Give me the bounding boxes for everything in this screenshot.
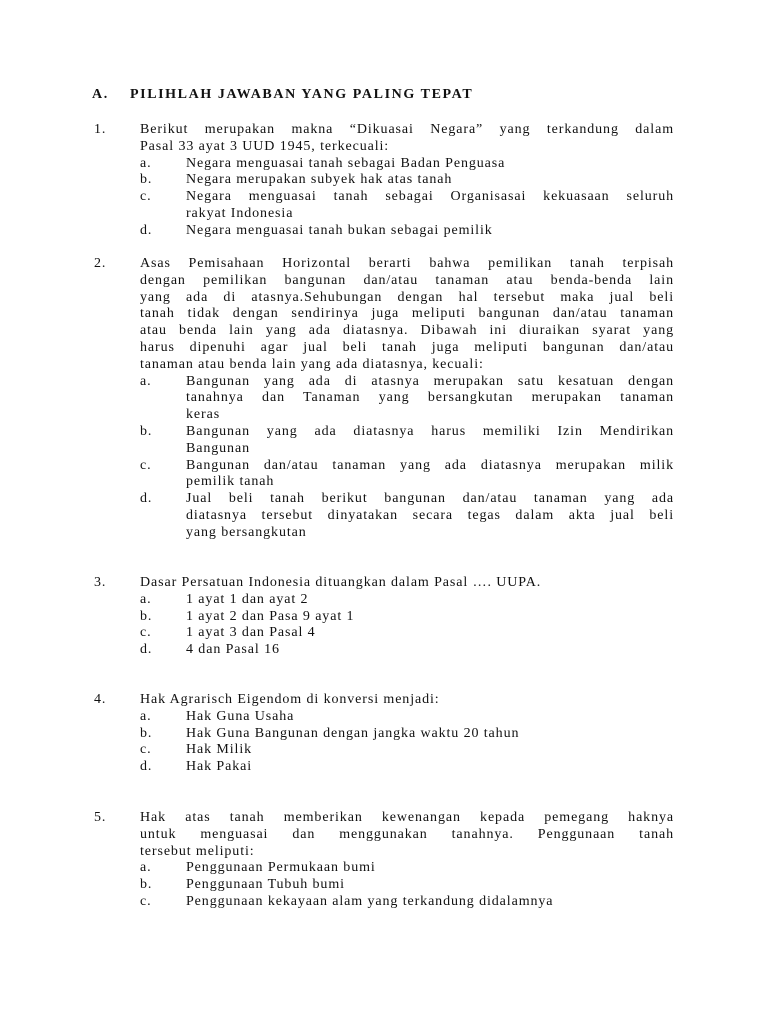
question-number: 4. (94, 692, 107, 707)
option-text (186, 491, 674, 541)
question-text (140, 256, 674, 374)
answer-option-a (140, 709, 674, 726)
option-text-line: Negara menguasai tanah bukan sebagai pemilik (186, 222, 493, 238)
option-text-line: Negara menguasai tanah sebagai Badan Penguasa (186, 155, 506, 171)
answer-option-b (140, 424, 674, 458)
question-text-line: Hak atas tanah memberikan kewenangan kepada pemegang haknya (140, 810, 674, 825)
option-text (186, 877, 674, 894)
question-text-line: tanaman atau benda lain yang ada diatasnya, kecuali: (140, 356, 484, 372)
option-text-line: Bangunan (186, 440, 250, 456)
question-number: 2. (94, 256, 107, 271)
option-letter: c. (140, 742, 152, 758)
option-letter: b. (140, 423, 153, 439)
option-letter: a. (140, 373, 152, 389)
option-letter: a. (140, 708, 152, 724)
question-text (140, 122, 674, 156)
question-number: 1. (94, 122, 107, 137)
answer-option-b (140, 726, 674, 743)
option-text (186, 709, 674, 726)
option-text-line: Hak Guna Usaha (186, 708, 295, 724)
option-letter: c. (140, 893, 152, 909)
option-text-line: yang bersangkutan (186, 524, 307, 540)
option-text-line: Penggunaan kekayaan alam yang terkandung didalamnya (186, 893, 554, 909)
answer-option-d (140, 642, 674, 659)
option-text (186, 172, 674, 189)
question-text-line: harus dipenuhi agar jual beli tanah juga meliputi bangunan dan/atau (140, 339, 674, 355)
question-text-line: tersebut meliputi: (140, 843, 255, 859)
option-text-line: Negara merupakan subyek hak atas tanah (186, 172, 453, 188)
option-text-line: 1 ayat 2 dan Pasa 9 ayat 1 (186, 608, 355, 624)
question-text-line: tanah tidak dengan sendirinya juga meliputi bangunan dan/atau tanaman (140, 306, 674, 322)
question-text-line: yang ada di atasnya.Sehubungan dengan hal tersebut maka jual beli (140, 289, 674, 305)
option-text-line: Jual beli tanah berikut bangunan dan/atau tanaman yang ada (186, 491, 674, 507)
option-letter: d. (140, 491, 153, 507)
section-letter: A. (92, 87, 109, 102)
option-text (186, 223, 674, 240)
option-text-line: Bangunan yang ada diatasnya harus memiliki Izin Mendirikan (186, 423, 674, 439)
answer-option-c (140, 189, 674, 223)
option-letter: a. (140, 860, 152, 876)
question-text (140, 692, 674, 709)
question-1 (94, 122, 674, 240)
option-text (186, 759, 674, 776)
option-letter: d. (140, 222, 153, 238)
option-letter: d. (140, 759, 153, 775)
question-2 (94, 256, 674, 542)
section-heading (92, 87, 692, 104)
option-text-line: diatasnya tersebut dinyatakan secara tegas dalam akta jual beli (186, 507, 674, 523)
question-text-line: Pasal 33 ayat 3 UUD 1945, terkecuali: (140, 138, 390, 154)
question-text (140, 810, 674, 860)
option-text (186, 742, 674, 759)
option-letter: a. (140, 591, 152, 607)
question-text-line: atau benda lain yang ada diatasnya. Dibawah ini diuraikan syarat yang (140, 323, 674, 339)
question-text-line: Asas Pemisahaan Horizontal berarti bahwa pemilikan tanah terpisah (140, 256, 674, 271)
option-text (186, 592, 674, 609)
option-text-line: Negara menguasai tanah sebagai Organisasai kekuasaan seluruh (186, 189, 674, 205)
question-number: 3. (94, 575, 107, 590)
option-text-line: rakyat Indonesia (186, 205, 294, 221)
option-text (186, 458, 674, 492)
question-text-line: Berikut merupakan makna “Dikuasai Negara” yang terkandung dalam (140, 122, 674, 137)
option-text-line: pemilik tanah (186, 474, 275, 490)
answer-option-b (140, 877, 674, 894)
option-text (186, 609, 674, 626)
question-text-line: untuk menguasai dan menggunakan tanahnya. Penggunaan tanah (140, 826, 674, 842)
answer-option-c (140, 625, 674, 642)
option-text-line: Hak Pakai (186, 759, 253, 775)
option-letter: c. (140, 457, 152, 473)
option-text-line: Hak Guna Bangunan dengan jangka waktu 20 tahun (186, 725, 520, 741)
option-text-line: Hak Milik (186, 742, 253, 758)
option-text (186, 894, 674, 911)
option-letter: c. (140, 189, 152, 205)
answer-option-d (140, 491, 674, 541)
option-text-line: tanahnya dan Tanaman yang bersangkutan merupakan tanaman (186, 390, 674, 406)
option-text (186, 860, 674, 877)
option-text (186, 625, 674, 642)
question-text (140, 575, 674, 592)
option-text-line: Penggunaan Tubuh bumi (186, 877, 345, 893)
option-letter: b. (140, 608, 153, 624)
answer-option-a (140, 374, 674, 424)
question-5 (94, 810, 674, 911)
option-letter: b. (140, 877, 153, 893)
answer-option-a (140, 156, 674, 173)
option-letter: a. (140, 155, 152, 171)
option-text-line: Penggunaan Permukaan bumi (186, 860, 376, 876)
answer-option-a (140, 592, 674, 609)
question-text-line: Hak Agrarisch Eigendom di konversi menjadi: (140, 692, 440, 707)
option-text-line: Bangunan dan/atau tanaman yang ada diatasnya merupakan milik (186, 457, 674, 473)
option-text (186, 424, 674, 458)
option-text-line: 1 ayat 1 dan ayat 2 (186, 591, 309, 607)
option-letter: b. (140, 172, 153, 188)
answer-option-d (140, 759, 674, 776)
option-letter: c. (140, 625, 152, 641)
option-text-line: 1 ayat 3 dan Pasal 4 (186, 625, 316, 641)
option-text-line: 4 dan Pasal 16 (186, 642, 280, 658)
answer-option-a (140, 860, 674, 877)
option-text-line: Bangunan yang ada di atasnya merupakan satu kesatuan dengan (186, 373, 674, 389)
option-text-line: keras (186, 407, 221, 423)
option-text (186, 374, 674, 424)
answer-option-d (140, 223, 674, 240)
question-number: 5. (94, 810, 107, 825)
answer-option-b (140, 609, 674, 626)
answer-option-c (140, 894, 674, 911)
section-title: PILIHLAH JAWABAN YANG PALING TEPAT (130, 87, 474, 102)
option-text (186, 156, 674, 173)
option-text (186, 189, 674, 223)
answer-option-c (140, 742, 674, 759)
answer-option-b (140, 172, 674, 189)
option-text (186, 726, 674, 743)
question-text-line: dengan pemilikan bangunan dan/atau tanaman atau benda-benda lain (140, 272, 674, 288)
answer-option-c (140, 458, 674, 492)
option-letter: d. (140, 642, 153, 658)
option-letter: b. (140, 725, 153, 741)
question-4 (94, 692, 674, 776)
question-3 (94, 575, 674, 659)
question-text-line: Dasar Persatuan Indonesia dituangkan dalam Pasal …. UUPA. (140, 575, 542, 590)
option-text (186, 642, 674, 659)
